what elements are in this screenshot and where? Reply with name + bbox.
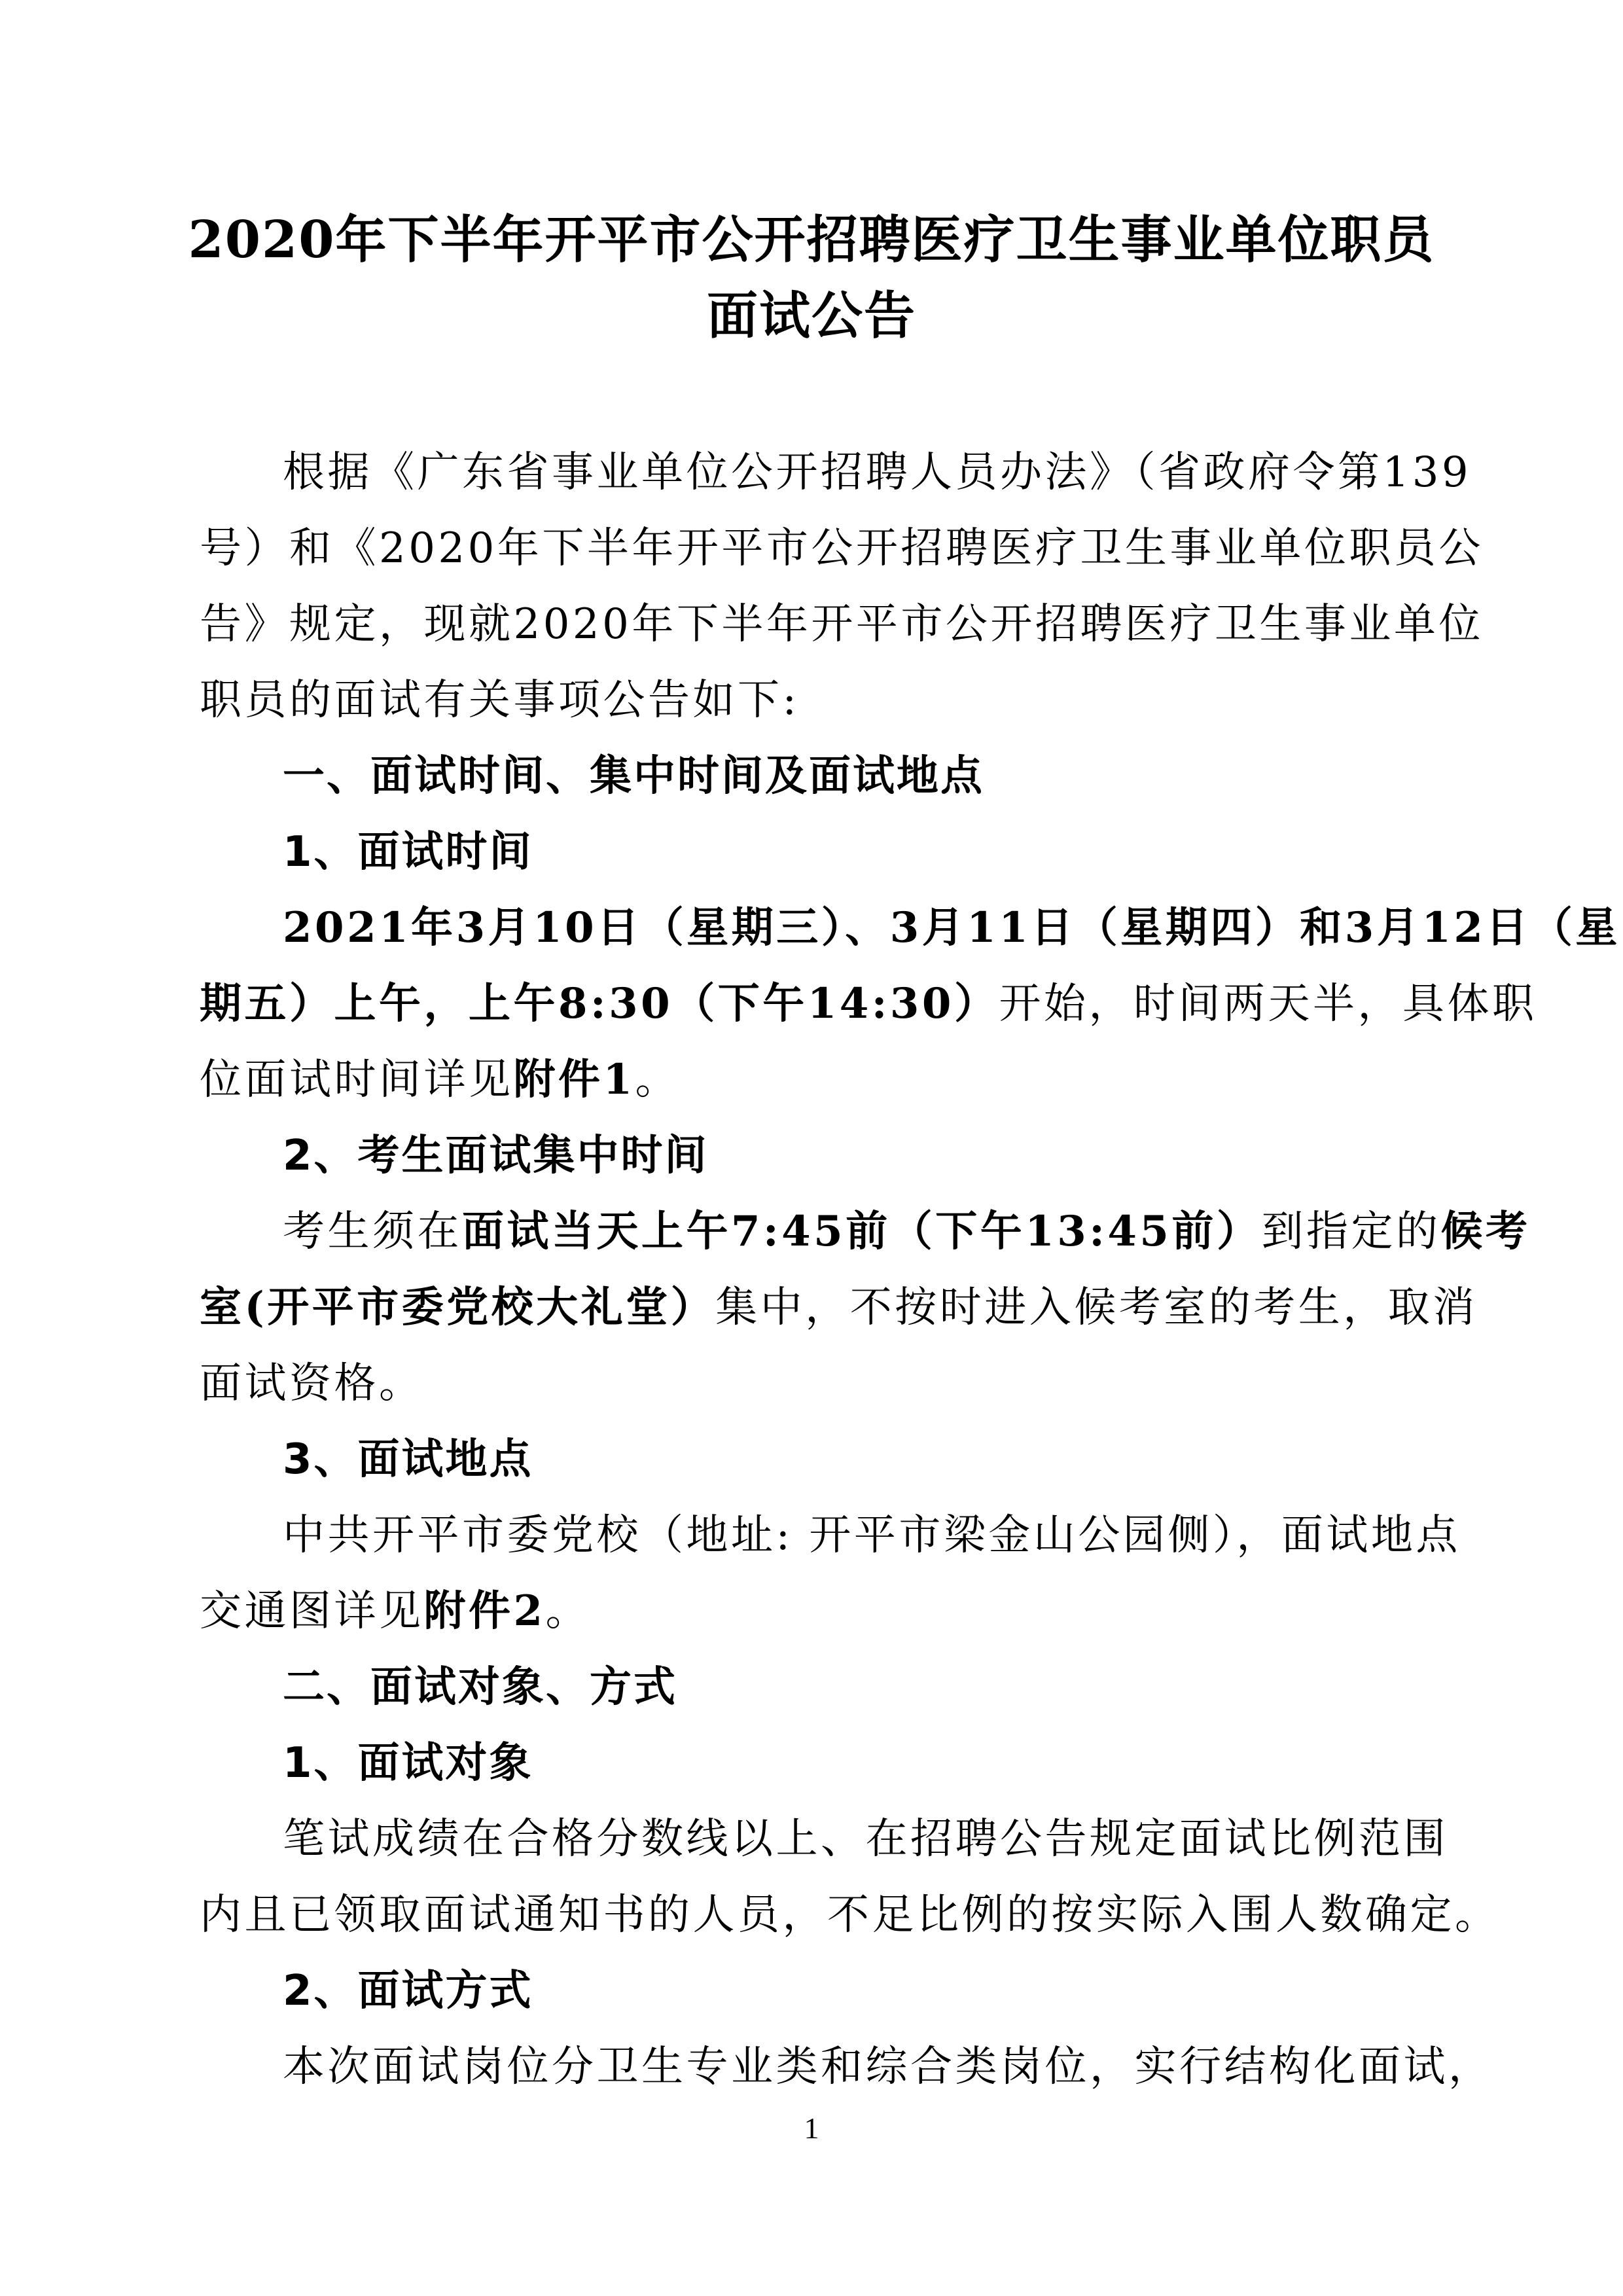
gathering-rest: 集中，不按时进入候考室的考生，取消 — [715, 1283, 1478, 1332]
gathering-time-line-1 — [283, 1206, 1531, 1258]
section-2-heading: 二、面试对象、方式 — [283, 1663, 677, 1712]
section-1-sub-3-heading: 3、面试地点 — [283, 1435, 533, 1484]
interview-time-rest: 开始，时间两天半，具体职 — [999, 980, 1537, 1028]
waiting-room-location-bold: 室(开平市委党校大礼堂） — [200, 1283, 716, 1332]
gathering-pre: 考生须在 — [283, 1208, 462, 1256]
interview-time-line-3 — [200, 1054, 1433, 1106]
interview-time-ref-post: 。 — [635, 1056, 681, 1104]
interview-target-line-1: 笔试成绩在合格分数线以上、在招聘公告规定面试比例范围 — [283, 1815, 1448, 1863]
intro-line-3: 告》规定，现就2020年下半年开平市公开招聘医疗卫生事业单位 — [200, 600, 1484, 649]
gathering-time-line-2 — [200, 1282, 1478, 1334]
waiting-room-bold: 候考 — [1440, 1207, 1531, 1256]
interview-time-bold: 期五）上午，上午8:30（下午14:30） — [200, 979, 999, 1028]
gathering-mid: 到指定的 — [1261, 1208, 1441, 1256]
interview-time-ref-pre: 位面试时间详见 — [200, 1056, 514, 1104]
document-title-line-1: 2020年下半年开平市公开招聘医疗卫生事业单位职员 — [188, 210, 1435, 270]
section-2-sub-2-heading: 2、面试方式 — [283, 1967, 533, 2015]
intro-line-4: 职员的面试有关事项公告如下: — [200, 676, 800, 725]
interview-target-line-2: 内且已领取面试通知书的人员，不足比例的按实际入围人数确定。 — [200, 1891, 1500, 1939]
section-1-sub-2-heading: 2、考生面试集中时间 — [283, 1132, 709, 1180]
attachment-2-ref: 附件2 — [423, 1587, 546, 1636]
gathering-time-line-3: 面试资格。 — [200, 1359, 424, 1408]
gathering-time-bold: 面试当天上午7:45前（下午13:45前） — [462, 1207, 1262, 1256]
location-line-1: 中共开平市委党校（地址: 开平市梁金山公园侧），面试地点 — [283, 1511, 1461, 1560]
intro-line-1: 根据《广东省事业单位公开招聘人员办法》（省政府令第139 — [283, 448, 1472, 497]
page-number: 1 — [804, 2111, 819, 2145]
location-ref-pre: 交通图详见 — [200, 1587, 424, 1636]
interview-time-line-2 — [200, 978, 1537, 1030]
section-2-sub-1-heading: 1、面试对象 — [283, 1739, 533, 1787]
location-ref-post: 。 — [545, 1587, 591, 1636]
section-1-sub-1-heading: 1、面试时间 — [283, 828, 533, 876]
location-line-2 — [200, 1585, 1433, 1638]
section-1-heading: 一、面试时间、集中时间及面试地点 — [283, 752, 984, 800]
document-title-line-2: 面试公告 — [706, 286, 916, 346]
interview-time-line-1: 2021年3月10日（星期三）、3月11日（星期四）和3月12日（星 — [283, 903, 1620, 952]
interview-method-line-1: 本次面试岗位分卫生专业类和综合类岗位，实行结构化面试， — [283, 2043, 1493, 2091]
attachment-1-ref: 附件1 — [513, 1055, 635, 1104]
intro-line-2: 号）和《2020年下半年开平市公开招聘医疗卫生事业单位职员公 — [200, 524, 1484, 573]
